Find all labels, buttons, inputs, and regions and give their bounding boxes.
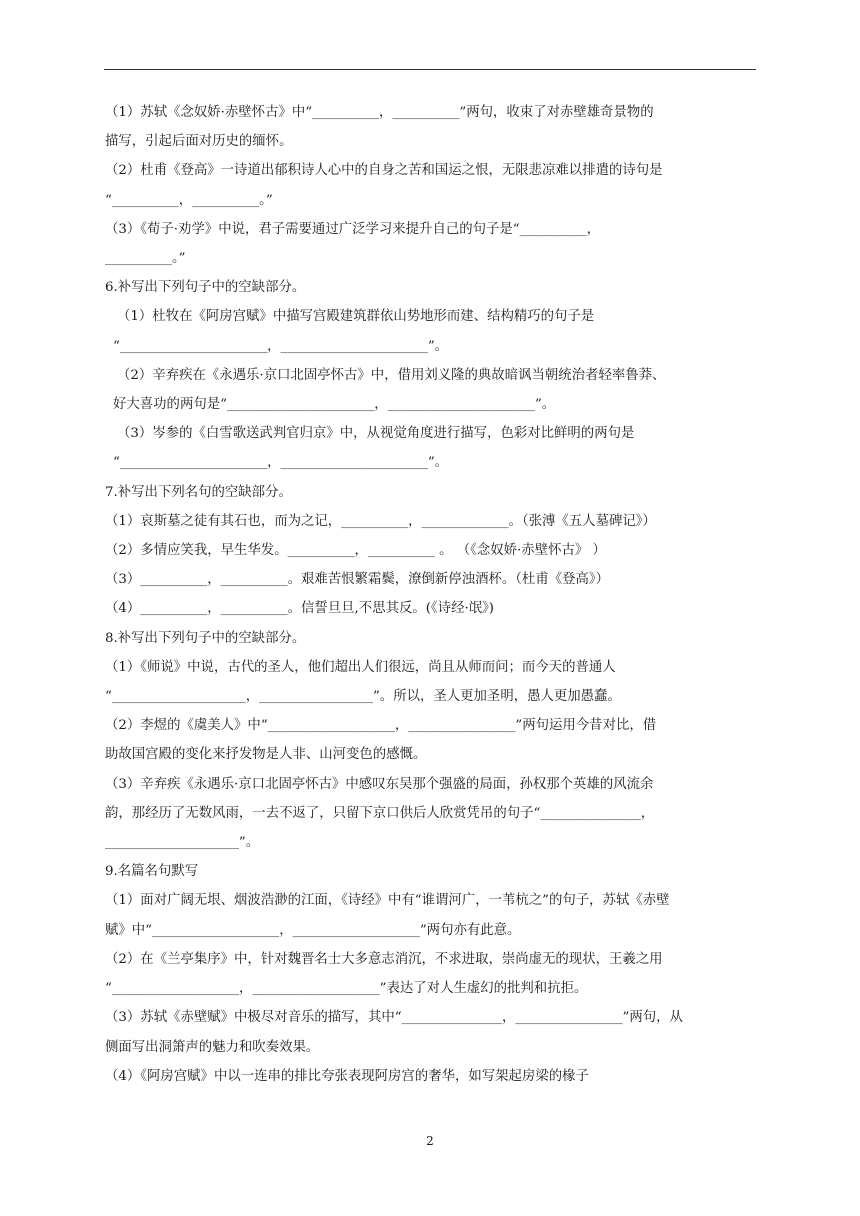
text-line: 描写，引起后面对历史的缅怀。 — [105, 134, 293, 150]
text-line: “______________________，______________________”。 — [113, 455, 449, 471]
text-line: （3）岑参的《白雪歌送武判官归京》中，从视觉角度进行描写，色彩对比鲜明的两句是 — [117, 426, 635, 442]
text-line: （1）苏轼《念奴娇·赤壁怀古》中“__________，__________”两句，收束了对赤壁雄奇景物的 — [105, 105, 654, 120]
text-line: 好大喜功的两句是“______________________，______________________”。 — [113, 397, 556, 413]
text-line: “____________________，_________________”。所以，圣人更加圣明，愚人更加愚蠢。 — [105, 689, 621, 705]
text-line: 赋》中“___________________，___________________”两句亦有此意。 — [105, 922, 521, 938]
page-number: 2 — [426, 1134, 434, 1148]
text-line: （3）苏轼《赤壁赋》中极尽对音乐的描写，其中“_______________，________________”两句，从 — [105, 1010, 683, 1026]
text-line: （3）__________，__________。艰难苦恨繁霜鬓，潦倒新停浊酒杯。（杜甫《登高》） — [105, 572, 609, 588]
text-line: “___________________，___________________”表达了对人生虚幻的批判和抗拒。 — [105, 981, 588, 997]
question-heading-9: 9.名篇名句默写 — [105, 864, 199, 880]
text-line: 侧面写出洞箫声的魅力和吹奏效果。 — [105, 1039, 320, 1055]
text-line: （2）在《兰亭集序》中，针对魏晋名士大多意志消沉，不求进取，崇尚虚无的现状，王羲之用 — [105, 951, 663, 967]
text-line: （2）杜甫《登高》一诗道出郁积诗人心中的自身之苦和国运之恨，无限悲凉难以排遣的诗句是 — [105, 163, 663, 179]
text-line: “______________________，______________________”。 — [113, 338, 449, 354]
question-heading-6: 6.补写出下列句子中的空缺部分。 — [105, 280, 306, 296]
text-line: ____________________”。 — [105, 835, 260, 851]
text-line: 助故国宫殿的变化来抒发物是人非、山河变色的感慨。 — [105, 747, 427, 763]
text-line: （1）哀斯墓之徒有其石也，而为之记，__________，_____________。（张溥《五人墓碑记》） — [105, 513, 656, 529]
text-line: （1）杜牧在《阿房宫赋》中描写宫殿建筑群依山势地形而建、结构精巧的句子是 — [117, 309, 595, 325]
question-heading-7: 7.补写出下列名句的空缺部分。 — [105, 484, 292, 500]
text-line: （4）《阿房宫赋》中以一连串的排比夸张表现阿房宫的奢华，如写架起房梁的椽子 — [105, 1068, 589, 1084]
text-line: 韵，那经历了无数风雨，一去不返了，只留下京口供后人欣赏凭吊的句子“_______________， — [105, 805, 655, 821]
text-line: （3）辛弃疾《永遇乐·京口北固亭怀古》中感叹东吴那个强盛的局面，孙权那个英雄的风流余 — [105, 776, 654, 792]
text-line: “__________，__________。” — [105, 192, 273, 208]
text-line: __________。” — [105, 251, 186, 267]
text-line: （2）李煜的《虞美人》中“___________________，________________”两句运用今昔对比，借 — [105, 718, 657, 734]
document-body — [105, 98, 757, 1091]
text-line: （1）《师说》中说，古代的圣人，他们超出人们很远，尚且从师而问；而今天的普通人 — [105, 659, 616, 675]
text-line: （3）《荀子·劝学》中说，君子需要通过广泛学习来提升自己的句子是“__________， — [105, 221, 600, 237]
text-line: （1）面对广阔无垠、烟波浩渺的江面，《诗经》中有“谁谓河广，一苇杭之”的句子，苏轼《赤壁 — [105, 893, 670, 909]
text-line: （2）多情应笑我，早生华发。__________，__________ 。 （《念奴娇·赤壁怀古》 ） — [105, 543, 606, 559]
text-line: （2）辛弃疾在《永遇乐·京口北固亭怀古》中，借用刘义隆的典故暗讽当朝统治者轻率鲁莽、 — [117, 367, 666, 383]
question-heading-8: 8.补写出下列句子中的空缺部分。 — [105, 630, 306, 646]
text-line: （4）__________，__________。信誓旦旦,不思其反。(《诗经·氓》) — [105, 601, 495, 617]
header-rule — [104, 69, 756, 70]
